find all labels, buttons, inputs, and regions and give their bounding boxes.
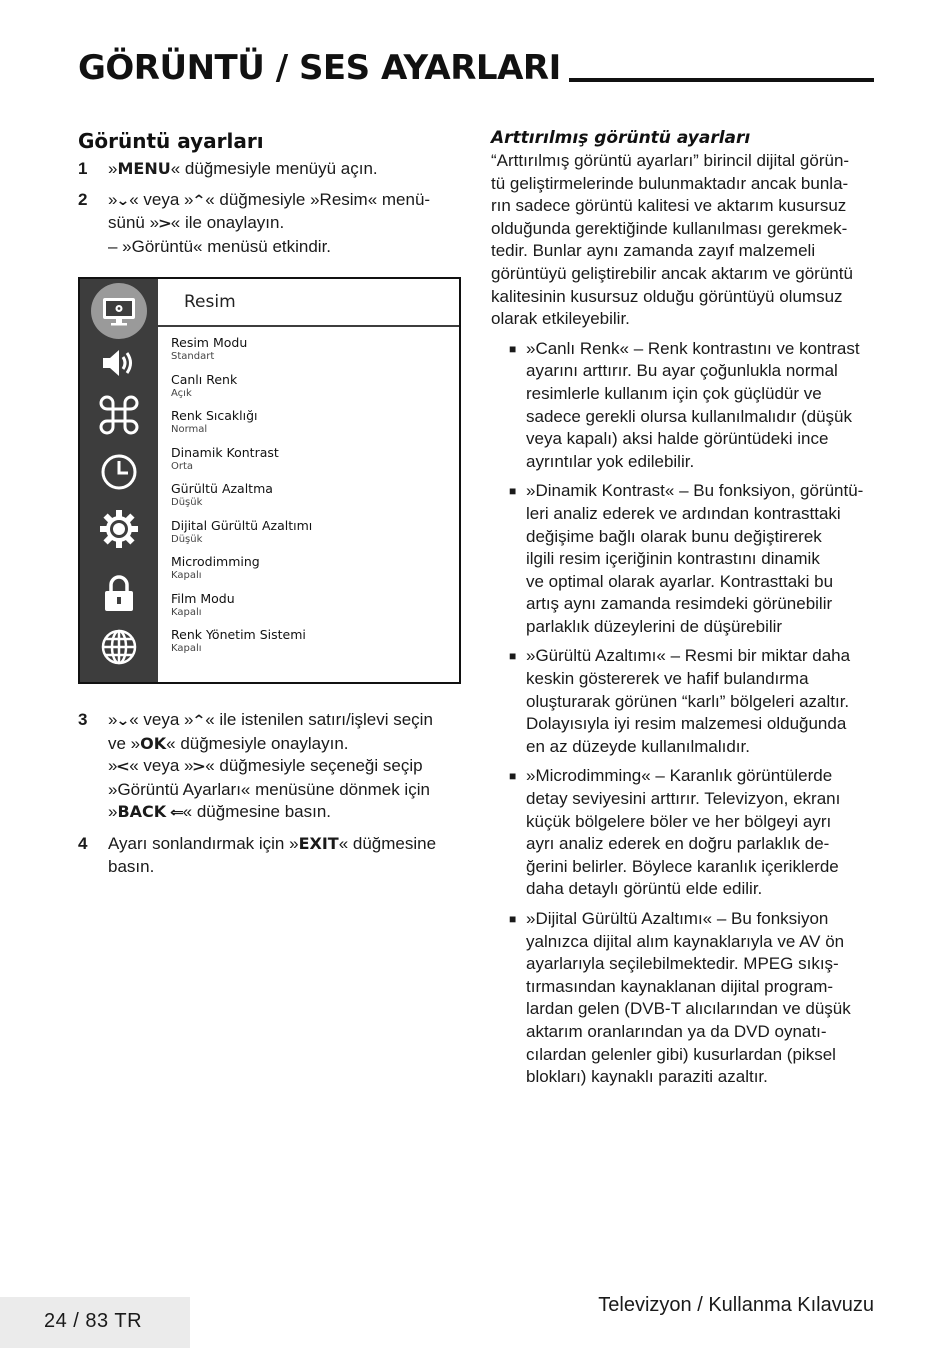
bullet-icon: ■ [509, 484, 517, 499]
text: » [108, 710, 118, 729]
step-number: 2 [78, 189, 88, 209]
text: « veya » [129, 756, 194, 776]
menu-item-name: Renk Sıcaklığı [171, 408, 258, 423]
text-line: ayarlarıyla seçilebilmektedir. MPEG sıkış- [526, 954, 839, 974]
command-icon [97, 393, 141, 437]
text: « düğmesine basın. [182, 802, 332, 822]
bullet-microdimming [491, 765, 875, 901]
text-line: leri analiz ederek ve ardından kontrasttaki [526, 503, 841, 523]
bullet-dinamik-kontrast [491, 480, 875, 638]
step-2 [78, 189, 462, 259]
menu-title: Resim [184, 292, 236, 312]
gear-icon [97, 507, 141, 551]
text-line: parlaklık düzeylerini de düşürebilir [526, 616, 783, 636]
section-heading: Görüntü ayarları [78, 129, 264, 153]
page-number: 24 / 83 TR [44, 1310, 143, 1332]
bullet-canli-renk [491, 338, 875, 474]
bullet-icon: ■ [509, 649, 517, 664]
intro-paragraph [491, 150, 875, 331]
step-text [108, 189, 462, 259]
text-line: blokları) kaynaklı paraziti azaltır. [526, 1067, 768, 1087]
text-line: görüntüyü geliştirebilir ancak aktarım ve görüntü [491, 263, 853, 283]
monitor-settings-icon [91, 283, 147, 339]
text: « veya » [129, 710, 194, 729]
text-line: ayrı analiz ederek en doğru parlaklık de- [526, 834, 830, 854]
menu-item-name: Microdimming [171, 554, 260, 569]
step-number: 3 [78, 710, 88, 729]
text-line: lardan gelen (DVB-T alıcılarından ve düşük [526, 999, 851, 1019]
step-text [108, 833, 462, 878]
text-line: aktarım oranlarından ya da DVD oynatı- [526, 1021, 827, 1041]
menu-header [158, 279, 459, 327]
menu-item [171, 372, 453, 409]
menu-key: MENU [117, 159, 171, 178]
menu-item-list [171, 335, 453, 664]
left-column [78, 126, 462, 258]
step-text [108, 709, 462, 825]
text-line: tü geliştirmelerinde bulunmaktadır ancak bunla- [491, 173, 849, 193]
step-3 [78, 709, 462, 825]
text-line: olarak etkileyebilir. [491, 309, 630, 329]
step-4 [78, 833, 462, 878]
menu-item-name: Gürültü Azaltma [171, 481, 273, 496]
text-line: keskin göstererek ve hafif bulandırma [526, 669, 809, 689]
text: »Görüntü Ayarları« menüsüne dönmek için [108, 779, 430, 799]
text: « düğmesiyle seçeneği seçip [205, 756, 423, 776]
menu-item-value: Standart [171, 351, 215, 362]
text: « düğmesiyle »Resim« menü- [205, 189, 431, 209]
text-line: ayarını arttırır. Bu ayar çoğunlukla normal [526, 361, 838, 381]
down-arrow-icon: ⌄ [116, 192, 131, 209]
ok-key: OK [140, 733, 167, 753]
text: « ile onaylayın. [170, 213, 285, 233]
text-line: Dolayısıyla iyi resim malzemesi olduğunda [526, 714, 847, 734]
text-line: kalitesinin kusursuz olduğu görüntüyü olumsuz [491, 286, 843, 306]
text-line: cılardan gelenler gibi) kusurlardan (piksel [526, 1044, 836, 1064]
text: sünü » [108, 213, 160, 233]
right-arrow-icon: > [157, 216, 172, 233]
text-line: detay seviyesini arttırır. Televizyon, ekranı [526, 789, 841, 809]
text-line: veya kapalı) aksi halde görüntüdeki ince [526, 429, 829, 449]
menu-item [171, 518, 453, 555]
lock-icon [97, 572, 141, 616]
text-line: tırmasından kaynaklanan dijital program- [526, 976, 834, 996]
menu-item-name: Film Modu [171, 590, 235, 606]
menu-item [171, 554, 453, 591]
exit-key: EXIT [298, 833, 339, 853]
text-line: »Microdimming« – Karanlık görüntülerde [526, 766, 833, 786]
globe-icon [97, 625, 141, 669]
menu-item-name: Renk Yönetim Sistemi [171, 627, 306, 642]
left-arrow-icon: < [116, 759, 131, 776]
text-line: ve optimal olarak ayarlar. Kontrasttaki bu [526, 571, 834, 591]
menu-item-value: Kapalı [171, 643, 202, 654]
text-line: »Canlı Renk« – Renk kontrastını ve kontrast [526, 338, 860, 358]
text-line: olduğunda gerektiğinde kullanılması gerekmek- [491, 218, 848, 238]
text-line: küçük bölgelere böler ve her bölgeyi ayrı [526, 811, 832, 831]
menu-item [171, 481, 453, 518]
menu-item [171, 591, 453, 628]
title-rule [569, 78, 874, 82]
menu-item-value: Düşük [171, 533, 203, 545]
bullet-text [526, 645, 875, 758]
text-line: tedir. Bunlar aynı zamanda zayıf malzemeli [491, 241, 816, 261]
menu-item-name: Dijital Gürültü Azaltımı [171, 517, 313, 533]
text: « düğmesine [338, 833, 437, 853]
text: » [108, 159, 118, 178]
page-title: GÖRÜNTÜ / SES AYARLARI [78, 48, 561, 88]
clock-icon [97, 450, 141, 494]
speaker-icon [97, 341, 141, 385]
step-1 [78, 158, 462, 181]
text: « düğmesiyle menüyü açın. [170, 159, 378, 178]
back-arrow-icon: ⇐ [169, 805, 184, 822]
text: basın. [108, 856, 155, 876]
text: » [108, 802, 118, 822]
text: » [108, 189, 118, 209]
bullet-icon: ■ [509, 341, 517, 356]
step-number: 4 [78, 833, 88, 853]
bullet-text [526, 908, 875, 1089]
text-line: değişime bağlı olarak bunu değiştirerek [526, 526, 822, 546]
menu-sidebar [80, 279, 158, 682]
bullet-text [526, 480, 875, 638]
menu-item [171, 445, 453, 482]
up-arrow-icon: ⌃ [192, 713, 207, 729]
text-line: rın sadece görüntü kalitesi ve aktarım kusursuz [491, 196, 847, 216]
document-title: Televizyon / Kullanma Kılavuzu [598, 1294, 874, 1316]
text-line: »Dinamik Kontrast« – Bu fonksiyon, görüntü- [526, 481, 864, 501]
text: Ayarı sonlandırmak için » [108, 833, 299, 853]
text-line: ğerini belirler. Böylece karanlık içeriklerde [526, 856, 839, 876]
text-line: “Arttırılmış görüntü ayarları” birincil dijital görün- [491, 151, 850, 170]
bullet-gurultu-azaltimi [491, 645, 875, 758]
step-number: 1 [78, 159, 88, 178]
text: « düğmesiyle onaylayın. [166, 733, 349, 753]
up-arrow-icon: ⌃ [192, 192, 207, 209]
bullet-text [526, 338, 875, 474]
menu-item-value: Kapalı [171, 570, 202, 581]
text-line: en az düzeyde kullanılmalıdır. [526, 736, 750, 756]
menu-item [171, 408, 453, 445]
menu-item-value: Normal [171, 424, 208, 435]
text-line: yalnızca dijital alım kaynaklarıyla ve AV ön [526, 931, 845, 951]
menu-item-value: Düşük [171, 497, 203, 508]
menu-item-name: Resim Modu [171, 335, 248, 350]
section-heading: Arttırılmış görüntü ayarları [491, 128, 751, 148]
text-line: ilgili resim içeriğinin kontrastını dinamik [526, 549, 820, 569]
menu-item-name: Canlı Renk [171, 371, 238, 387]
page-header [78, 46, 874, 88]
text-line: resimlerle kullanım için çok güçlüdür ve [526, 383, 822, 403]
bullet-text [526, 765, 875, 901]
text-line: »Dijital Gürültü Azaltımı« – Bu fonksiyon [526, 909, 829, 928]
right-column [491, 126, 875, 1089]
text-line: artış aynı zamanda resimdeki görünebilir [526, 594, 833, 614]
bullet-dijital-gurultu-azaltimi [491, 908, 875, 1089]
text: « ile istenilen satırı/işlevi seçin [205, 710, 433, 729]
menu-item-value: Orta [171, 460, 194, 472]
picture-menu-illustration [78, 277, 461, 684]
bullet-icon: ■ [509, 912, 517, 926]
text: « veya » [129, 189, 194, 209]
bullet-icon: ■ [509, 769, 517, 784]
text-line: ayrıntılar yok edilebilir. [526, 451, 695, 471]
down-arrow-icon: ⌄ [116, 713, 131, 729]
menu-item-value: Açık [171, 387, 192, 399]
back-key: BACK [117, 802, 167, 822]
menu-item [171, 335, 453, 372]
menu-item-name: Dinamik Kontrast [171, 444, 279, 460]
menu-item [171, 627, 453, 664]
text-line: oluşturarak görünen “karlı” bölgeleri azaltır. [526, 691, 850, 711]
text-line: sadece gerekli olursa kullanılmalıdır (düşük [526, 406, 852, 426]
text: ve » [108, 733, 141, 753]
text: – »Görüntü« menüsü etkindir. [108, 236, 332, 256]
text-line: »Gürültü Azaltımı« – Resmi bir miktar daha [526, 646, 851, 666]
menu-item-value: Kapalı [171, 606, 202, 618]
text-line: daha detaylı görüntü elde edilir. [526, 879, 763, 899]
step-text [108, 158, 462, 181]
text: » [108, 756, 118, 776]
right-arrow-icon: > [192, 759, 207, 776]
left-column-lower [78, 709, 462, 878]
